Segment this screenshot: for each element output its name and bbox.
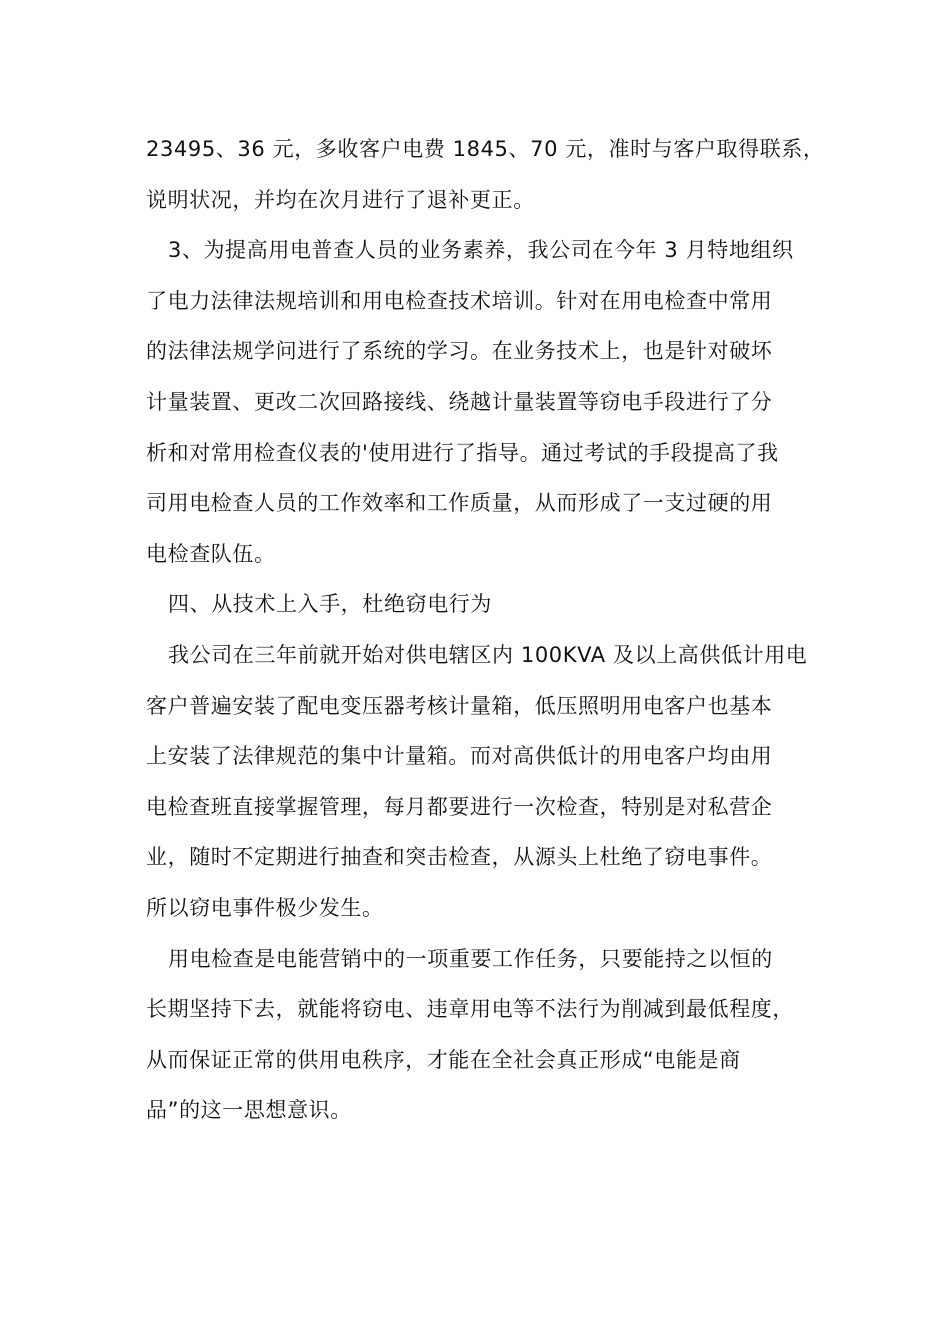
text-line: 品”的这一思想意识。 [146, 1098, 352, 1123]
text-line: 析和对常用检查仪表的'使用进行了指导。通过考试的手段提高了我 [146, 440, 779, 465]
text-line: 的法律法规学问进行了系统的学习。在业务技术上，也是针对破坏 [146, 339, 773, 364]
text-line: 客户普遍安装了配电变压器考核计量箱，低压照明用电客户也基本 [146, 693, 773, 718]
text-line: 3、为提高用电普查人员的业务素养，我公司在今年 3 月特地组织 [168, 238, 794, 263]
document-body [146, 124, 825, 1136]
text-line: 长期坚持下去，就能将窃电、违章用电等不法行为削减到最低程度， [146, 997, 794, 1022]
text-line: 司用电检查人员的工作效率和工作质量，从而形成了一支过硬的用 [146, 491, 773, 516]
text-line: 计量装置、更改二次回路接线、绕越计量装置等窃电手段进行了分 [146, 389, 773, 414]
text-line: 从而保证正常的供用电秩序，才能在全社会真正形成“电能是商 [146, 1047, 741, 1072]
text-line: 上安装了法律规范的集中计量箱。而对高供低计的用电客户均由用 [146, 744, 773, 769]
text-line: 电检查班直接掌握管理，每月都要进行一次检查，特别是对私营企 [146, 794, 773, 819]
text-line: 23495、36 元，多收客户电费 1845、70 元，准时与客户取得联系， [146, 137, 825, 161]
text-line: 了电力法律法规培训和用电检查技术培训。针对在用电检查中常用 [146, 288, 773, 313]
text-line: 业，随时不定期进行抽查和突击检查，从源头上杜绝了窃电事件。 [146, 845, 773, 870]
text-line: 所以窃电事件极少发生。 [146, 895, 384, 920]
section-heading: 四、从技术上入手，杜绝窃电行为 [168, 592, 492, 617]
text-line: 说明状况，并均在次月进行了退补更正。 [146, 187, 535, 212]
text-line: 用电检查是电能营销中的一项重要工作任务，只要能持之以恒的 [168, 946, 773, 971]
text-line: 我公司在三年前就开始对供电辖区内 100KVA 及以上高供低计用电 [168, 642, 808, 667]
text-line: 电检查队伍。 [146, 541, 276, 566]
